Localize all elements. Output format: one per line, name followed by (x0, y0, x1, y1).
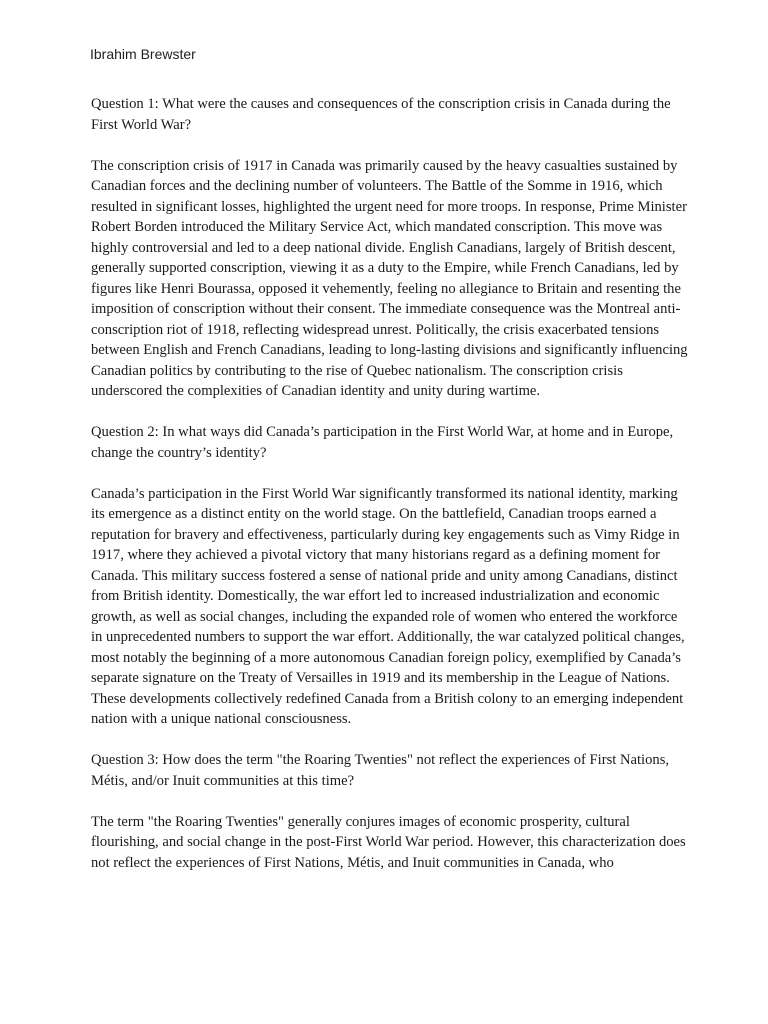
question-1: Question 1: What were the causes and consequences of the conscription crisis in Canada during the First World War? (91, 96, 671, 133)
answer-2: Canada’s participation in the First World War significantly transformed its national identity, marking its emergence as a distinct entity on the world stage. On the battlefield, Canadian troops earned a reputation for bravery and effectiveness, particularly during key engagements such as Vimy Ridge in 1917, where they achieved a pivotal victory that many historians regard as a defining moment for Canada. This military success fostered a sense of national pride and unity among Canadians, distinct from British identity. Domestically, the war effort led to increased industrialization and economic growth, as well as social changes, including the expanded role of women who entered the workforce in unprecedented numbers to support the war effort. Additionally, the war catalyzed political changes, most notably the beginning of a more autonomous Canadian foreign policy, exemplified by Canada’s separate signature on the Treaty of Versailles in 1919 and its membership in the League of Nations. These developments collectively redefined Canada from a British colony to an emerging independent nation with a unique national consciousness. (91, 485, 685, 727)
question-2: Question 2: In what ways did Canada’s participation in the First World War, at home and in Europe, change the country’s identity? (91, 424, 674, 461)
answer-1: The conscription crisis of 1917 in Canada was primarily caused by the heavy casualties sustained by Canadian forces and the declining number of volunteers. The Battle of the Somme in 1916, which resulted in significant losses, highlighted the urgent need for more troops. In response, Prime Minister Robert Borden introduced the Military Service Act, which mandated conscription. This move was highly controversial and led to a deep national divide. English Canadians, largely of British descent, generally supported conscription, viewing it as a duty to the Empire, while French Canadians, led by figures like Henri Bourassa, opposed it vehemently, feeling no allegiance to Britain and resenting the imposition of conscription without their consent. The immediate consequence was the Montreal anti-conscription riot of 1918, reflecting widespread unrest. Politically, the crisis exacerbated tensions between English and French Canadians, leading to long-lasting divisions and significantly influencing Canadian politics by contributing to the rise of Quebec nationalism. The conscription crisis underscored the complexities of Canadian identity and unity during wartime. (91, 157, 688, 399)
question-3: Question 3: How does the term "the Roaring Twenties" not reflect the experiences of First Nations, Métis, and/or Inuit communities at this time? (91, 752, 670, 789)
document-body (91, 94, 689, 894)
author-name: Ibrahim Brewster (90, 46, 196, 62)
answer-3: The term "the Roaring Twenties" generally conjures images of economic prosperity, cultural flourishing, and social change in the post-First World War period. However, this characterization does not reflect the experiences of First Nations, Métis, and Inuit communities in Canada, who (91, 813, 686, 871)
